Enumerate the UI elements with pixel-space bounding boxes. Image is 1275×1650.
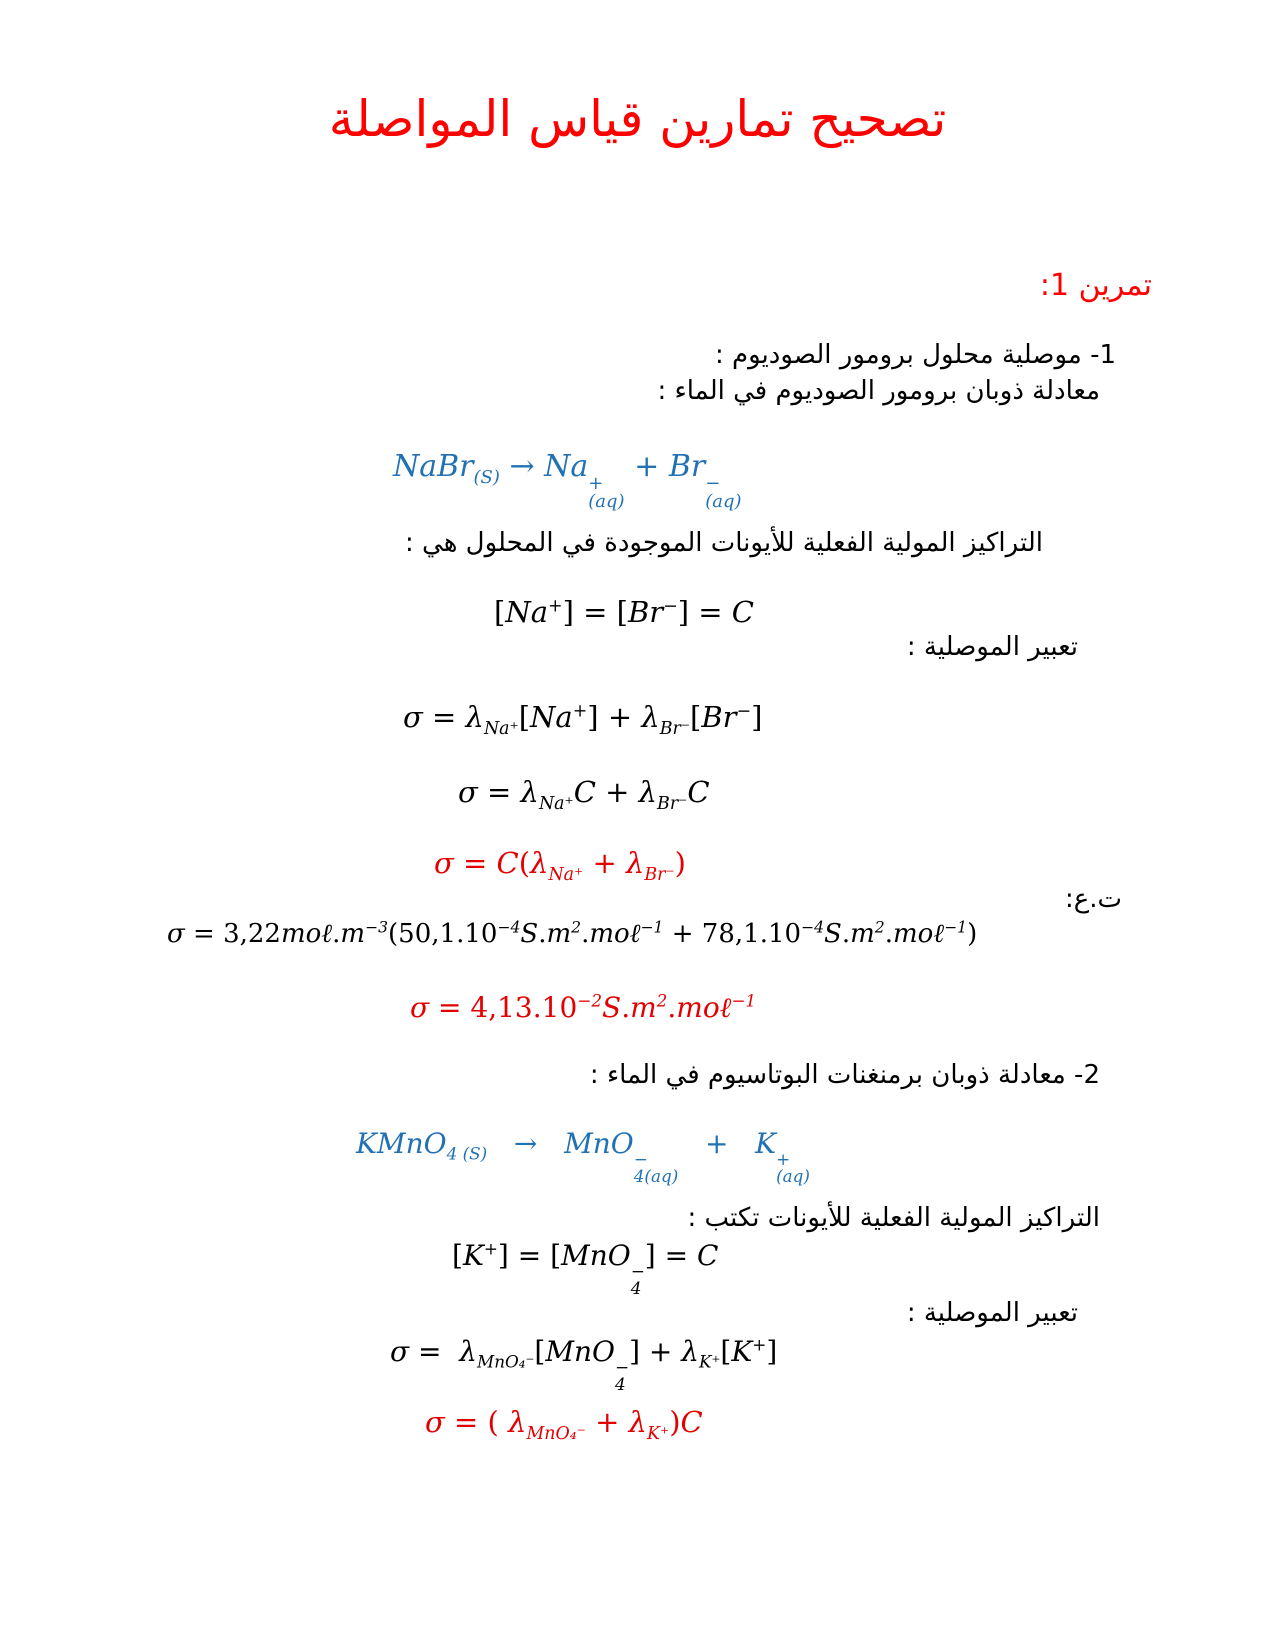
page-title: تصحيح تمارين قياس المواصلة bbox=[328, 90, 947, 148]
equation-concentrations-2: [K+] = [MnO − 4 ] = C bbox=[452, 1238, 719, 1299]
concentrations-caption-2: التراكيز المولية الفعلية للأيونات تكتب : bbox=[687, 1203, 1100, 1233]
equation-sigma-factored-1: $\sigma = C(\lambda_{Na^+} + \lambda_{Br^-})$ bbox=[434, 846, 686, 885]
q1-item-label: 1- موصلية محلول برومور الصوديوم : bbox=[715, 340, 1116, 370]
equation-concentrations-1: [Na+] = [Br−] = C bbox=[494, 595, 754, 629]
equation-nabr-dissolution: NaBr$_{(S)}$ → Na + (aq) + Br − (aq) bbox=[393, 449, 742, 513]
equation-sigma-expanded-1: $\sigma = \lambda_{Na^+}[Na^+] + \lambda_{Br^-}[Br^-]$ bbox=[403, 700, 763, 739]
conductivity-expression-caption-2: تعبير الموصلية : bbox=[906, 1298, 1078, 1328]
exercise1-heading: تمرين 1: bbox=[1039, 268, 1152, 303]
equation-kmno4-dissolution: KMnO$_{4 (S)}$ → MnO − 4(aq) + K + (aq) bbox=[356, 1127, 810, 1187]
equation-numeric-application: $\sigma = 3,22mo\ell.m^{-3}(50,1.10^{-4}S.m^2.mo\ell^{-1}$ + $78,1.10^{-4}S.m^2.mo\ell^{-1}$) bbox=[167, 918, 978, 949]
numeric-application-label: ت.ع: bbox=[1064, 884, 1122, 914]
conductivity-expression-caption-1: تعبير الموصلية : bbox=[906, 632, 1078, 662]
dissolution-equation-caption: معادلة ذوبان برومور الصوديوم في الماء : bbox=[657, 376, 1100, 406]
q2-item-label: 2- معادلة ذوبان برمنغنات البوتاسيوم في الماء : bbox=[589, 1060, 1100, 1090]
equation-sigma-factored-2: σ = ( $\lambda_{MnO_4^-} + \lambda_{K^+})C$ bbox=[425, 1405, 703, 1444]
concentrations-caption-1: التراكيز المولية الفعلية للأيونات الموجودة في المحلول هي : bbox=[405, 528, 1043, 558]
equation-sigma-c-1: $\sigma = \lambda_{Na^+}C + \lambda_{Br^-}C$ bbox=[458, 775, 710, 814]
equation-result-1: $\sigma = 4,13.10^{-2}S.m^2.mo\ell^{-1}$ bbox=[410, 990, 757, 1024]
equation-sigma-expanded-2: $\sigma = \lambda_{MnO_4^-}[MnO$ − 4 ] + $\lambda_{K^+}[K^+]$ bbox=[390, 1334, 778, 1395]
